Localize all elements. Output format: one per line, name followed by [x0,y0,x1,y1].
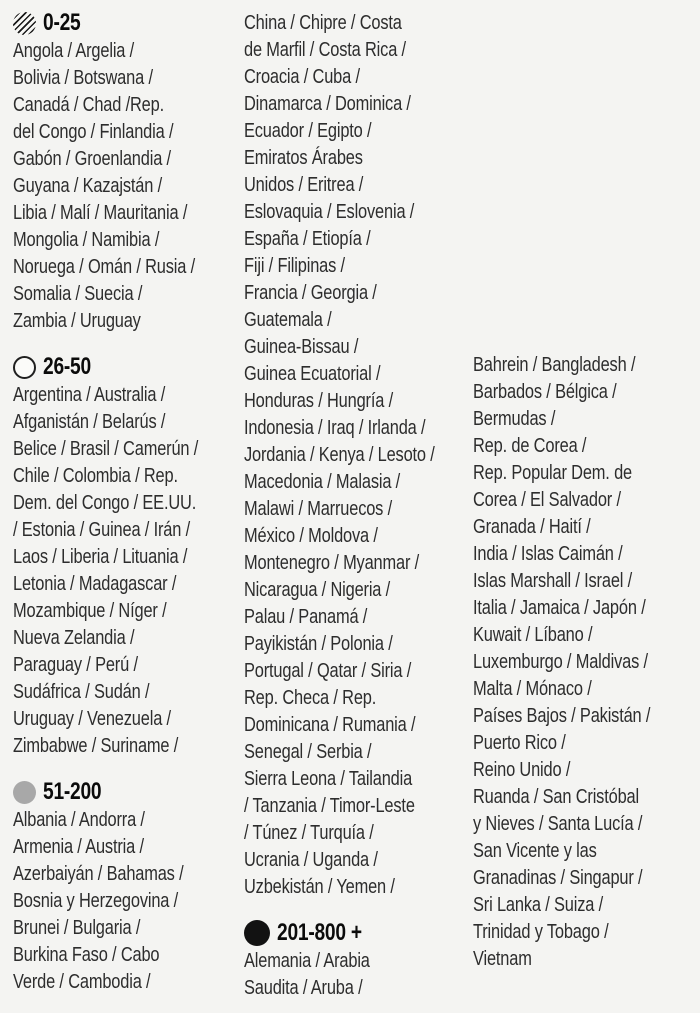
country-line: Fiji / Filipinas / [244,255,345,277]
country-line: Somalia / Suecia / [13,283,143,305]
country-line: Nueva Zelandia / [13,627,135,649]
country-line: Mozambique / Níger / [13,600,167,622]
legend-section-header-201-800 [244,918,472,948]
country-line: Verde / Cambodia / [13,971,151,993]
country-line: Eslovaquia / Eslovenia / [244,201,415,223]
country-line: Reino Unido / [473,759,571,781]
country-line: Gabón / Groenlandia / [13,148,171,170]
country-line: y Nieves / Santa Lucía / [473,813,643,835]
country-line: Corea / El Salvador / [473,489,621,511]
country-line: Albania / Andorra / [13,809,145,831]
country-line: San Vicente y las [473,840,597,862]
country-line: Sri Lanka / Suiza / [473,894,603,916]
country-line: Senegal / Serbia / [244,741,372,763]
country-line: Argentina / Australia / [13,384,166,406]
country-line: / Túnez / Turquía / [244,822,374,844]
country-line: Dominicana / Rumania / [244,714,416,736]
country-line: Bermudas / [473,408,556,430]
country-line: Sierra Leona / Tailandia [244,768,413,790]
country-line: Croacia / Cuba / [244,66,360,88]
country-line: España / Etiopía / [244,228,371,250]
country-line: Chile / Colombia / Rep. [13,465,178,487]
country-line: México / Moldova / [244,525,378,547]
country-line: / Tanzania / Timor-Leste [244,795,415,817]
country-line: Letonia / Madagascar / [13,573,177,595]
country-line: India / Islas Caimán / [473,543,623,565]
hatched-circle-icon [13,12,36,35]
country-line: Ucrania / Uganda / [244,849,378,871]
country-line: Alemania / Arabia [244,950,370,972]
country-line: Afganistán / Belarús / [13,411,166,433]
country-line: Angola / Argelia / [13,40,135,62]
country-line: Dem. del Congo / EE.UU. [13,492,197,514]
legend-range-label: 51-200 [43,778,102,805]
country-line: Países Bajos / Pakistán / [473,705,651,727]
country-line: Barbados / Bélgica / [473,381,617,403]
gray-circle-icon [13,781,36,804]
country-line: Bahrein / Bangladesh / [473,354,636,376]
country-line: Honduras / Hungría / [244,390,393,412]
country-line: Belice / Brasil / Camerún / [13,438,199,460]
country-line: Zambia / Uruguay [13,310,141,332]
country-line: Nicaragua / Nigeria / [244,579,391,601]
country-line: Montenegro / Myanmar / [244,552,420,574]
country-line: Malawi / Marruecos / [244,498,393,520]
legend-column-1 [13,8,241,996]
country-line: Azerbaiyán / Bahamas / [13,863,184,885]
country-line: Ruanda / San Cristóbal [473,786,639,808]
country-line: Luxemburgo / Maldivas / [473,651,648,673]
country-line: Laos / Liberia / Lituania / [13,546,188,568]
country-line: Granadinas / Singapur / [473,867,643,889]
country-line: Islas Marshall / Israel / [473,570,633,592]
country-line: Guatemala / [244,309,332,331]
country-line: Burkina Faso / Cabo [13,944,160,966]
country-line: Indonesia / Iraq / Irlanda / [244,417,426,439]
country-line: Portugal / Qatar / Siria / [244,660,412,682]
legend-section-header-51-200 [13,777,241,807]
country-line: Guyana / Kazajstán / [13,175,162,197]
country-line: Puerto Rico / [473,732,566,754]
country-line: Mongolia / Namibia / [13,229,160,251]
legend-range-label: 201-800 + [277,919,362,946]
black-circle-icon [244,920,270,946]
country-line: Saudita / Aruba / [244,977,363,999]
country-line: Guinea Ecuatorial / [244,363,381,385]
country-line: Ecuador / Egipto / [244,120,372,142]
country-line: Italia / Jamaica / Japón / [473,597,646,619]
country-line: Dinamarca / Dominica / [244,93,411,115]
country-line: Sudáfrica / Sudán / [13,681,150,703]
country-line: Zimbabwe / Suriname / [13,735,179,757]
country-line: Bosnia y Herzegovina / [13,890,179,912]
legend-column-3 [473,352,700,973]
country-line: Guinea-Bissau / [244,336,359,358]
country-line: Palau / Panamá / [244,606,368,628]
country-line: Jordania / Kenya / Lesoto / [244,444,435,466]
country-line: Vietnam [473,948,532,970]
country-line: Armenia / Austria / [13,836,144,858]
legend-column-2 [244,10,472,1002]
country-line: / Estonia / Guinea / Irán / [13,519,190,541]
country-line: Francia / Georgia / [244,282,377,304]
country-line: Brunei / Bulgaria / [13,917,141,939]
country-line: Granada / Haití / [473,516,591,538]
country-line: Uzbekistán / Yemen / [244,876,395,898]
legend-range-label: 0-25 [43,9,81,36]
country-line: Noruega / Omán / Rusia / [13,256,196,278]
country-line: Trinidad y Tobago / [473,921,609,943]
country-line: Paraguay / Perú / [13,654,138,676]
country-line: Macedonia / Malasia / [244,471,401,493]
country-line: Rep. Checa / Rep. [244,687,377,709]
country-line: Uruguay / Venezuela / [13,708,171,730]
country-line: Libia / Malí / Mauritania / [13,202,188,224]
country-line: Rep. Popular Dem. de [473,462,632,484]
legend-section-header-26-50 [13,352,241,382]
country-line: Bolivia / Botswana / [13,67,153,89]
legend-section-header-0-25 [13,8,241,38]
country-line: Unidos / Eritrea / [244,174,364,196]
country-line: Kuwait / Líbano / [473,624,593,646]
legend-range-label: 26-50 [43,353,91,380]
country-line: Rep. de Corea / [473,435,587,457]
open-circle-icon [13,356,36,379]
country-line: Emiratos Árabes [244,147,363,169]
country-line: China / Chipre / Costa [244,12,402,34]
country-line: de Marfil / Costa Rica / [244,39,406,61]
country-line: Malta / Mónaco / [473,678,592,700]
country-line: Payikistán / Polonia / [244,633,393,655]
country-line: del Congo / Finlandia / [13,121,174,143]
country-line: Canadá / Chad /Rep. [13,94,164,116]
